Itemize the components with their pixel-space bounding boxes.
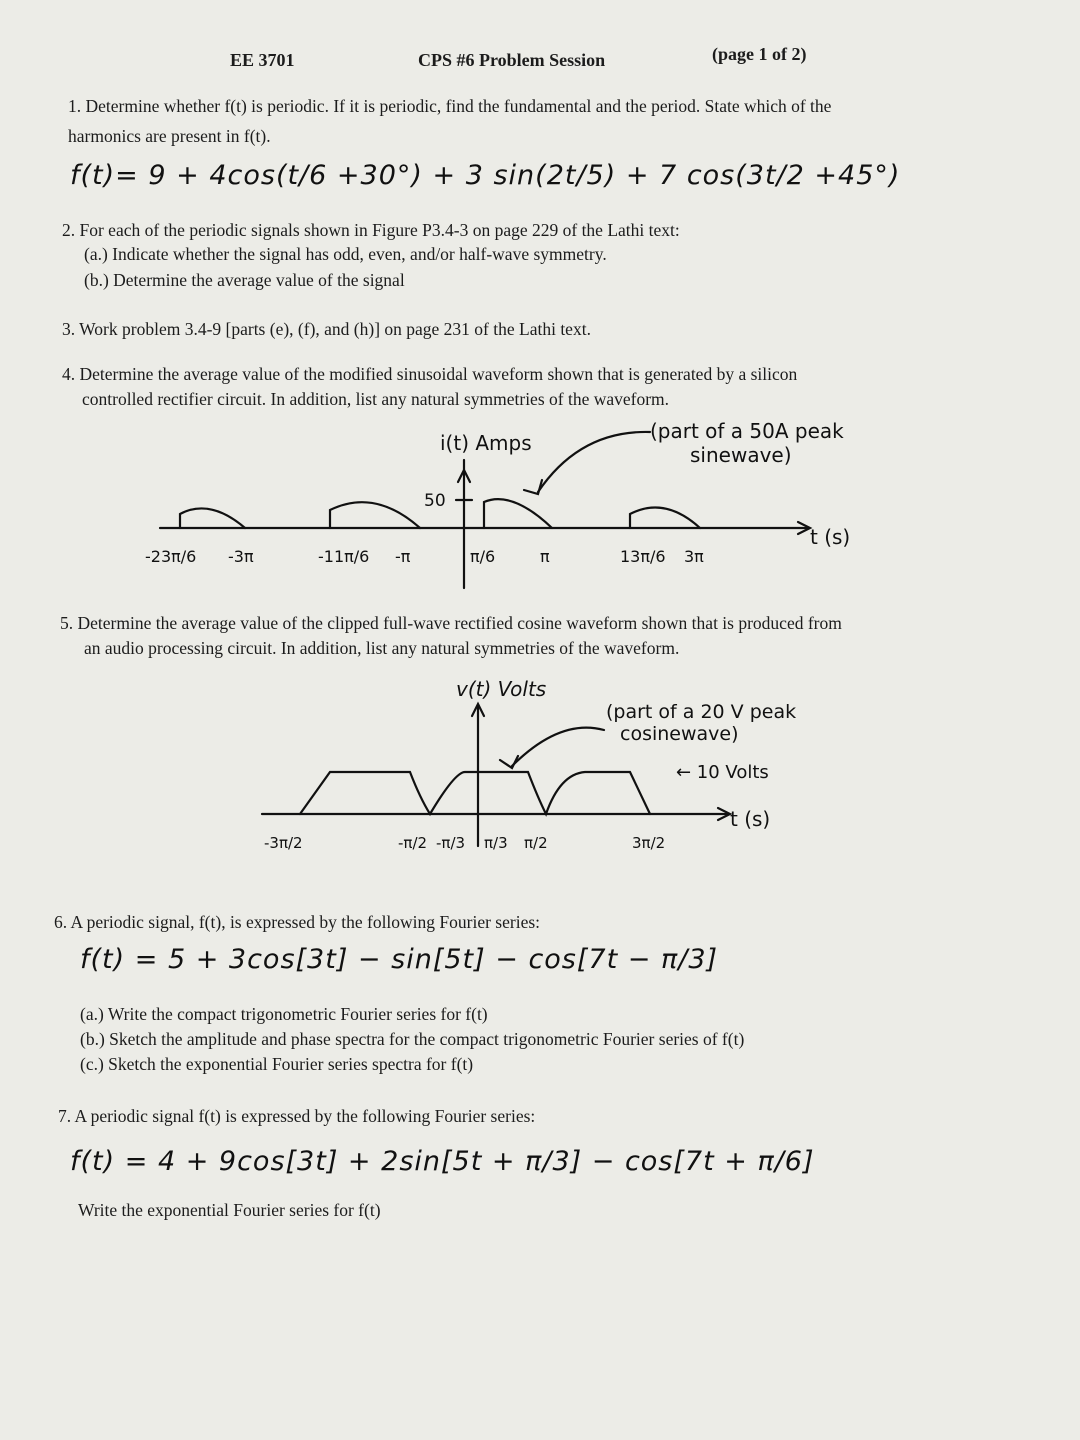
- problem-7-line-2: Write the exponential Fourier series for f(t): [78, 1200, 381, 1220]
- problem-1-line-1: 1. Determine whether f(t) is periodic. If it is periodic, find the fundamental and the period. State which of the: [68, 96, 832, 116]
- problem-6-line-1: 6. A periodic signal, f(t), is expressed by the following Fourier series:: [54, 912, 541, 932]
- problem-5-line-2: an audio processing circuit. In addition, list any natural symmetries of the waveform.: [84, 638, 680, 658]
- p4-pulse-4: [630, 508, 700, 528]
- p4-pulse-2: [330, 502, 420, 528]
- p4-tick-3: -11π/6: [318, 547, 370, 566]
- p5-tick-5: π/2: [524, 834, 548, 852]
- problem-5-figure: [0, 668, 1080, 878]
- problem-6-part-a: (a.) Write the compact trigonometric Fourier series for f(t): [80, 1004, 488, 1024]
- p5-annotation-arrow: [512, 728, 604, 766]
- p4-peak-label: 50: [424, 491, 446, 511]
- problem-1-line-2: harmonics are present in f(t).: [68, 126, 271, 146]
- problem-4-line-1: 4. Determine the average value of the modified sinusoidal waveform shown that is generated by a silicon: [62, 364, 798, 384]
- problem-7-equation: f(t) = 4 + 9cos[3t] + 2sin[5t + π/3] − cos[7t + π/6]: [70, 1146, 815, 1177]
- p4-pulse-3: [484, 499, 552, 528]
- p4-y-label: i(t) Amps: [440, 431, 532, 455]
- problem-4-line-2: controlled rectifier circuit. In addition, list any natural symmetries of the waveform.: [82, 389, 670, 409]
- p4-note-1: (part of a 50A peak: [650, 419, 844, 443]
- problem-2-part-a: (a.) Indicate whether the signal has odd, even, and/or half-wave symmetry.: [84, 244, 607, 264]
- p5-waveform: [300, 772, 650, 814]
- p5-tick-2: -π/2: [398, 834, 428, 852]
- p4-note-2: sinewave): [690, 443, 792, 467]
- p5-tick-4: π/3: [484, 834, 508, 852]
- p4-tick-2: -3π: [228, 547, 254, 566]
- problem-6-part-c: (c.) Sketch the exponential Fourier series spectra for f(t): [80, 1054, 474, 1074]
- problem-2-part-b: (b.) Determine the average value of the signal: [84, 270, 405, 290]
- p4-pulse-1: [180, 508, 245, 528]
- p5-tick-3: -π/3: [436, 834, 466, 852]
- p4-tick-7: 13π/6: [620, 547, 666, 566]
- p5-x-label: t (s): [730, 807, 771, 831]
- problem-6-part-b: (b.) Sketch the amplitude and phase spectra for the compact trigonometric Fourier series of f(t): [80, 1029, 745, 1049]
- problem-3-line-1: 3. Work problem 3.4-9 [parts (e), (f), and (h)] on page 231 of the Lathi text.: [62, 319, 591, 339]
- problem-2-line-1: 2. For each of the periodic signals shown in Figure P3.4-3 on page 229 of the Lathi text:: [62, 220, 680, 240]
- p5-note-2: cosinewave): [620, 723, 739, 745]
- p5-tick-6: 3π/2: [632, 834, 666, 852]
- problem-6-equation: f(t) = 5 + 3cos[3t] − sin[5t] − cos[7t − π/3]: [80, 944, 719, 975]
- problem-4-figure: [0, 410, 1080, 600]
- p5-tick-1: -3π/2: [264, 834, 303, 852]
- problem-7-line-1: 7. A periodic signal f(t) is expressed by the following Fourier series:: [58, 1106, 536, 1126]
- p4-tick-4: -π: [395, 547, 411, 566]
- p4-tick-6: π: [540, 547, 550, 566]
- p4-tick-1: -23π/6: [145, 547, 197, 566]
- page-number: (page 1 of 2): [712, 44, 807, 64]
- p4-tick-8: 3π: [684, 547, 704, 566]
- problem-5-line-1: 5. Determine the average value of the clipped full-wave rectified cosine waveform shown that is produced from: [60, 613, 842, 633]
- page-title: CPS #6 Problem Session: [418, 50, 606, 70]
- p5-clip-label: ← 10 Volts: [676, 762, 769, 783]
- course-code: EE 3701: [230, 50, 295, 70]
- p5-y-label: v(t) Volts: [456, 677, 547, 701]
- p4-x-label: t (s): [810, 525, 851, 549]
- p4-tick-5: π/6: [470, 547, 496, 566]
- problem-1-equation: f(t)= 9 + 4cos(t/6 +30°) + 3 sin(2t/5) + 7 cos(3t/2 +45°): [70, 160, 901, 191]
- p5-note-1: (part of a 20 V peak: [606, 701, 797, 723]
- p4-annotation-arrow: [538, 432, 650, 492]
